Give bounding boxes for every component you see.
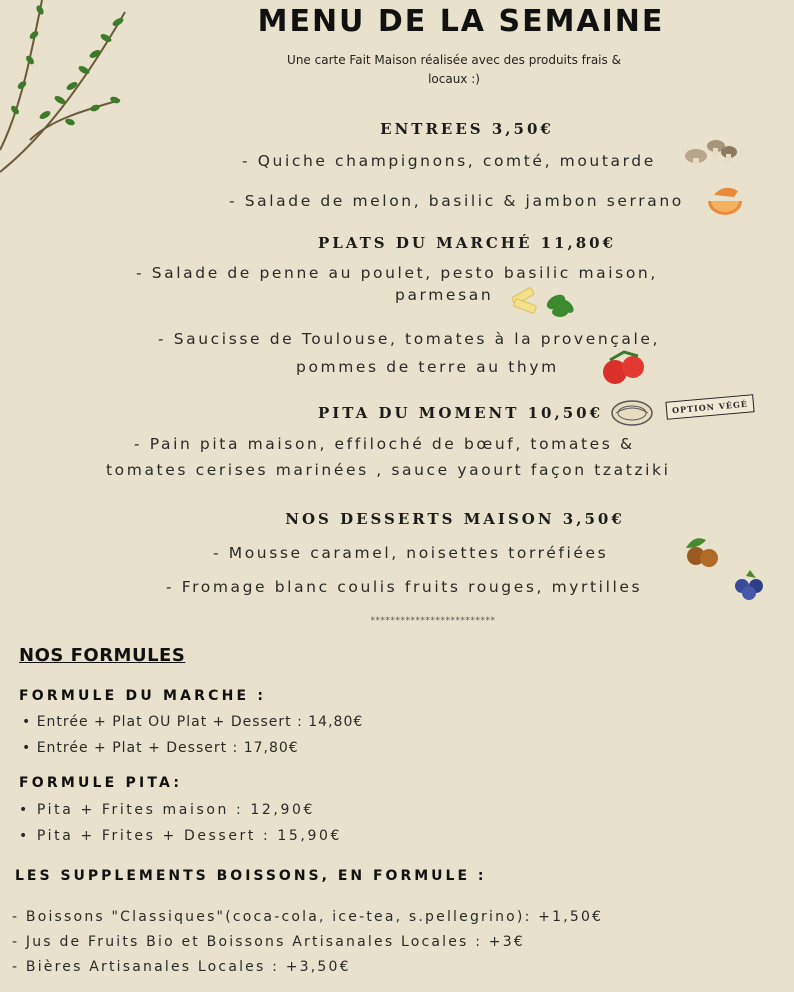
supplements-heading: LES SUPPLEMENTS BOISSONS, EN FORMULE : [15,868,487,884]
penne-basil-icon [508,284,578,320]
section-heading-desserts: NOS DESSERTS MAISON 3,50€ [285,510,625,528]
menu-item-continued: parmesan [395,286,494,304]
mushroom-icon [682,138,738,172]
separator-stars: ************************* [370,616,496,626]
section-heading-plats: PLATS DU MARCHÉ 11,80€ [317,234,617,252]
list-item: • Entrée + Plat + Dessert : 17,80€ [22,740,299,756]
tomato-icon [600,348,648,386]
menu-item: - Salade de penne au poulet, pesto basilic maison, [136,264,658,282]
menu-item-continued: tomates cerises marinées , sauce yaourt façon tzatziki [106,461,671,479]
menu-item: - Quiche champignons, comté, moutarde [242,152,656,170]
pita-bread-icon [610,398,654,428]
list-item: • Pita + Frites maison : 12,90€ [19,802,316,818]
list-item: • Entrée + Plat OU Plat + Dessert : 14,80€ [22,714,364,730]
page-title: MENU DE LA SEMAINE [257,4,665,39]
menu-item: - Mousse caramel, noisettes torréfiées [213,544,609,562]
menu-item: - Saucisse de Toulouse, tomates à la provençale, [158,330,661,348]
list-item: - Jus de Fruits Bio et Boissons Artisanales Locales : +3€ [12,934,525,950]
vegetarian-option-badge: OPTION VÉGÉ [665,394,754,420]
blueberry-icon [732,568,768,600]
section-heading-pita: PITA DU MOMENT 10,50€ [318,404,604,422]
menu-item-continued: pommes de terre au thym [296,358,559,376]
menu-item: - Pain pita maison, effiloché de bœuf, tomates & [134,435,635,453]
page-subtitle: Une carte Fait Maison réalisée avec des produits frais & locaux :) [287,53,621,86]
hazelnut-icon [682,534,720,570]
formule-pita-heading: FORMULE PITA: [19,775,183,791]
section-heading-entrees: ENTREES 3,50€ [380,120,554,138]
list-item: - Boissons "Classiques"(coca-cola, ice-tea, s.pellegrino): +1,50€ [12,909,604,925]
list-item: - Bières Artisanales Locales : +3,50€ [12,959,351,975]
menu-item: - Salade de melon, basilic & jambon serrano [229,192,684,210]
formules-heading: NOS FORMULES [19,645,186,666]
list-item: • Pita + Frites + Dessert : 15,90€ [19,828,342,844]
menu-item: - Fromage blanc coulis fruits rouges, myrtilles [166,578,643,596]
formule-marche-heading: FORMULE DU MARCHE : [19,688,267,704]
melon-icon [706,183,744,215]
